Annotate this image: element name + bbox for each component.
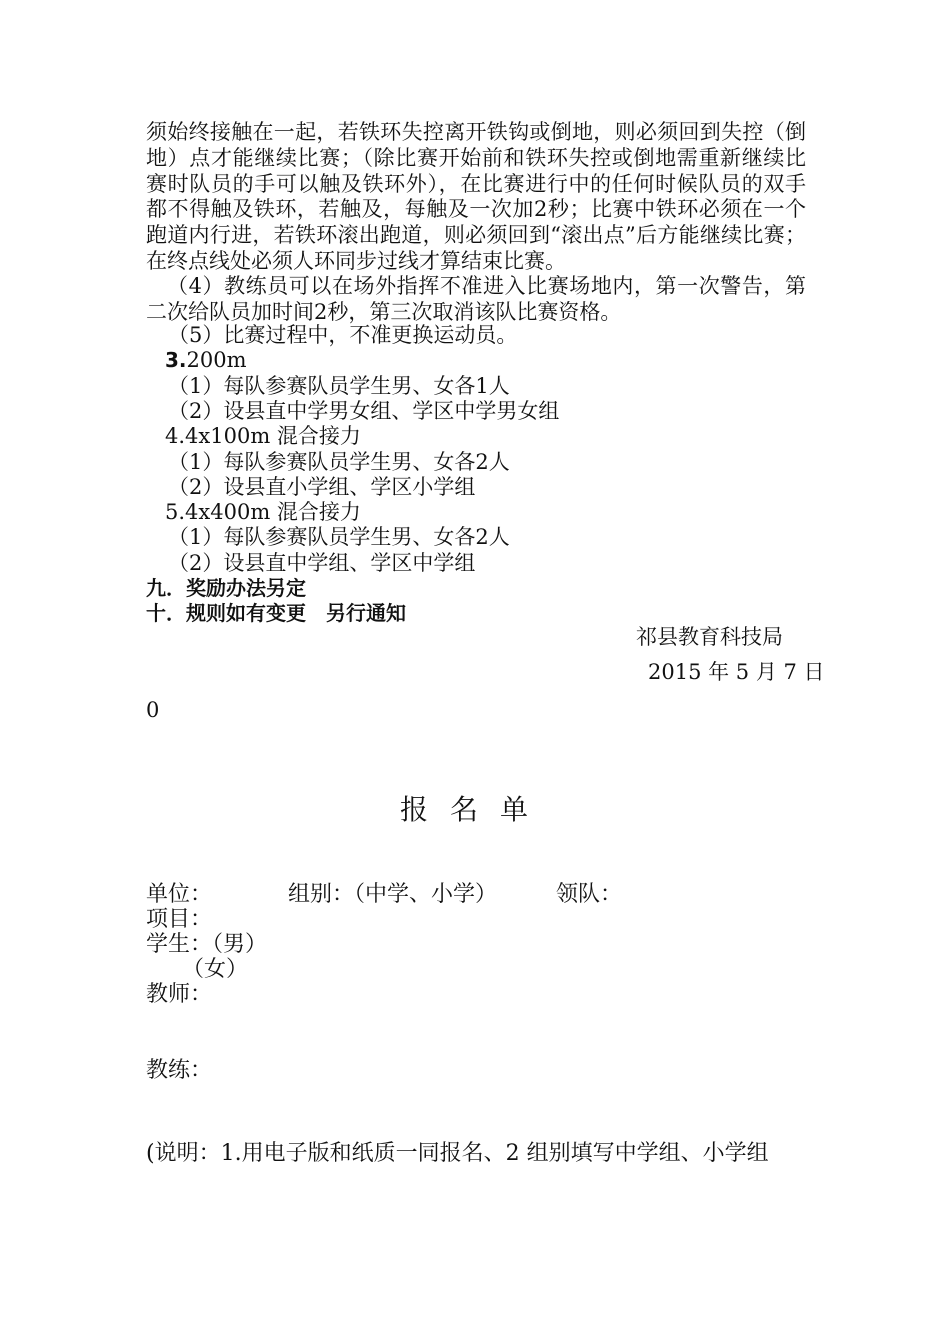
- issue-date: 2015 年 5 月 7 日: [648, 660, 825, 684]
- event-200m-item-1: （1）每队参赛队员学生男、女各1人: [168, 374, 510, 398]
- event-4x400-item-1: （1）每队参赛队员学生男、女各2人: [168, 525, 510, 549]
- event-4x100-heading: 4.4x100m 混合接力: [165, 424, 361, 448]
- unit-label: 单位：: [146, 882, 213, 907]
- student-female-label: （女）: [182, 957, 249, 982]
- student-male-label: 学生：（男）: [146, 932, 268, 957]
- group-label: 组别：（中学、小学）: [288, 882, 498, 907]
- teacher-label: 教师：: [146, 982, 213, 1007]
- rule-paragraph-coach: （4）教练员可以在场外指挥不准进入比赛场地内，第一次警告，第二次给队员加时间2秒，第三次取消该队比赛资格。: [146, 274, 806, 324]
- event-200m-number: 3.: [165, 348, 187, 372]
- event-200m-item-2: （2）设县直中学男女组、学区中学男女组: [168, 399, 560, 423]
- form-title: 报名单: [399, 793, 550, 826]
- event-4x400-item-2: （2）设县直中学组、学区中学组: [168, 551, 476, 575]
- event-4x100-item-1: （1）每队参赛队员学生男、女各2人: [168, 450, 510, 474]
- issuer-signature: 祁县教育科技局: [636, 625, 783, 649]
- leader-label: 领队：: [556, 882, 623, 907]
- event-200m-name: 200m: [186, 348, 247, 372]
- form-note: (说明：1.用电子版和纸质一同报名、2 组别填写中学组、小学组: [146, 1141, 769, 1166]
- coach-label: 教练：: [146, 1058, 213, 1083]
- project-label: 项目：: [146, 907, 213, 932]
- event-4x100-item-2: （2）设县直小学组、学区小学组: [168, 475, 476, 499]
- section-9-heading: 九．奖励办法另定: [146, 576, 306, 600]
- event-4x400-heading: 5.4x400m 混合接力: [165, 500, 361, 524]
- rule-paragraph-hoop: 须始终接触在一起，若铁环失控离开铁钩或倒地，则必须回到失控（倒地）点才能继续比赛；（除比赛开始前和铁环失控或倒地需重新继续比赛时队员的手可以触及铁环外），在比赛进行中的任何时候队员的双手都不得触及铁环，若触及，每触及一次加2秒；比赛中铁环必须在一个跑道内行进，若铁环滚出跑道，则必须回到“滚出点”后方能继续比赛；在终点线处必须人环同步过线才算结束比赛。: [146, 120, 806, 273]
- rule-item-5: （5）比赛过程中，不准更换运动员。: [168, 323, 518, 347]
- page-number: 0: [146, 698, 160, 722]
- section-10-heading: 十．规则如有变更 另行通知: [146, 601, 406, 625]
- event-200m-heading: [165, 347, 247, 373]
